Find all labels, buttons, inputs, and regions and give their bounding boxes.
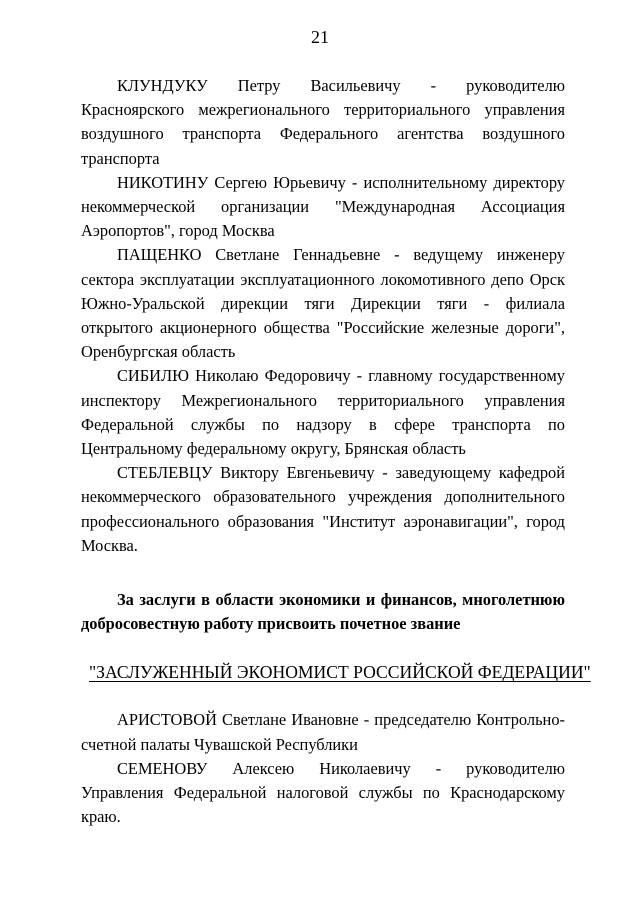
award-entry-klunduk: КЛУНДУКУ Петру Васильевичу - руководителю Красноярского межрегионального территориального управления воздушного транспорта Федерального агентства воздушного транспорта (81, 76, 565, 168)
award-caption: За заслуги в области экономики и финансов, многолетнюю добросовестную работу присвоить почетное звание (81, 590, 565, 634)
honor-title: "ЗАСЛУЖЕННЫЙ ЭКОНОМИСТ РОССИЙСКОЙ ФЕДЕРАЦИИ" (89, 662, 591, 683)
document-body (81, 74, 591, 829)
award-entry-steblevets: СТЕБЛЕВЦУ Виктору Евгеньевичу - заведующему кафедрой некоммерческого образовательного учреждения дополнительного профессионального образования "Институт аэронавигации", город Москва. (81, 463, 565, 555)
award-entry-aristova: АРИСТОВОЙ Светлане Ивановне - председателю Контрольно-счетной палаты Чувашской Республики (81, 710, 565, 754)
award-entry-nikotin: НИКОТИНУ Сергею Юрьевичу - исполнительному директору некоммерческой организации "Международная Ассоциация Аэропортов", город Москва (81, 172, 565, 241)
award-entry-sibil: СИБИЛЮ Николаю Федоровичу - главному государственному инспектору Межрегионального территориального управления Федеральной службы по надзору в сфере транспорта по Центральному федеральному округу, Брянская область (81, 366, 565, 459)
award-entry-pashchenko: ПАЩЕНКО Светлане Геннадьевне - ведущему инженеру сектора эксплуатации эксплуатационного локомотивного депо Орск Южно-Уральской дирекции тяги Дирекции тяги - филиала открытого акционерного общества "Российские железные дороги", Оренбургская область (81, 245, 565, 362)
page-number: 21 (311, 27, 329, 47)
award-entry-semenov: СЕМЕНОВУ Алексею Николаевичу - руководителю Управления Федеральной налоговой службы по Краснодарскому краю. (81, 758, 565, 827)
